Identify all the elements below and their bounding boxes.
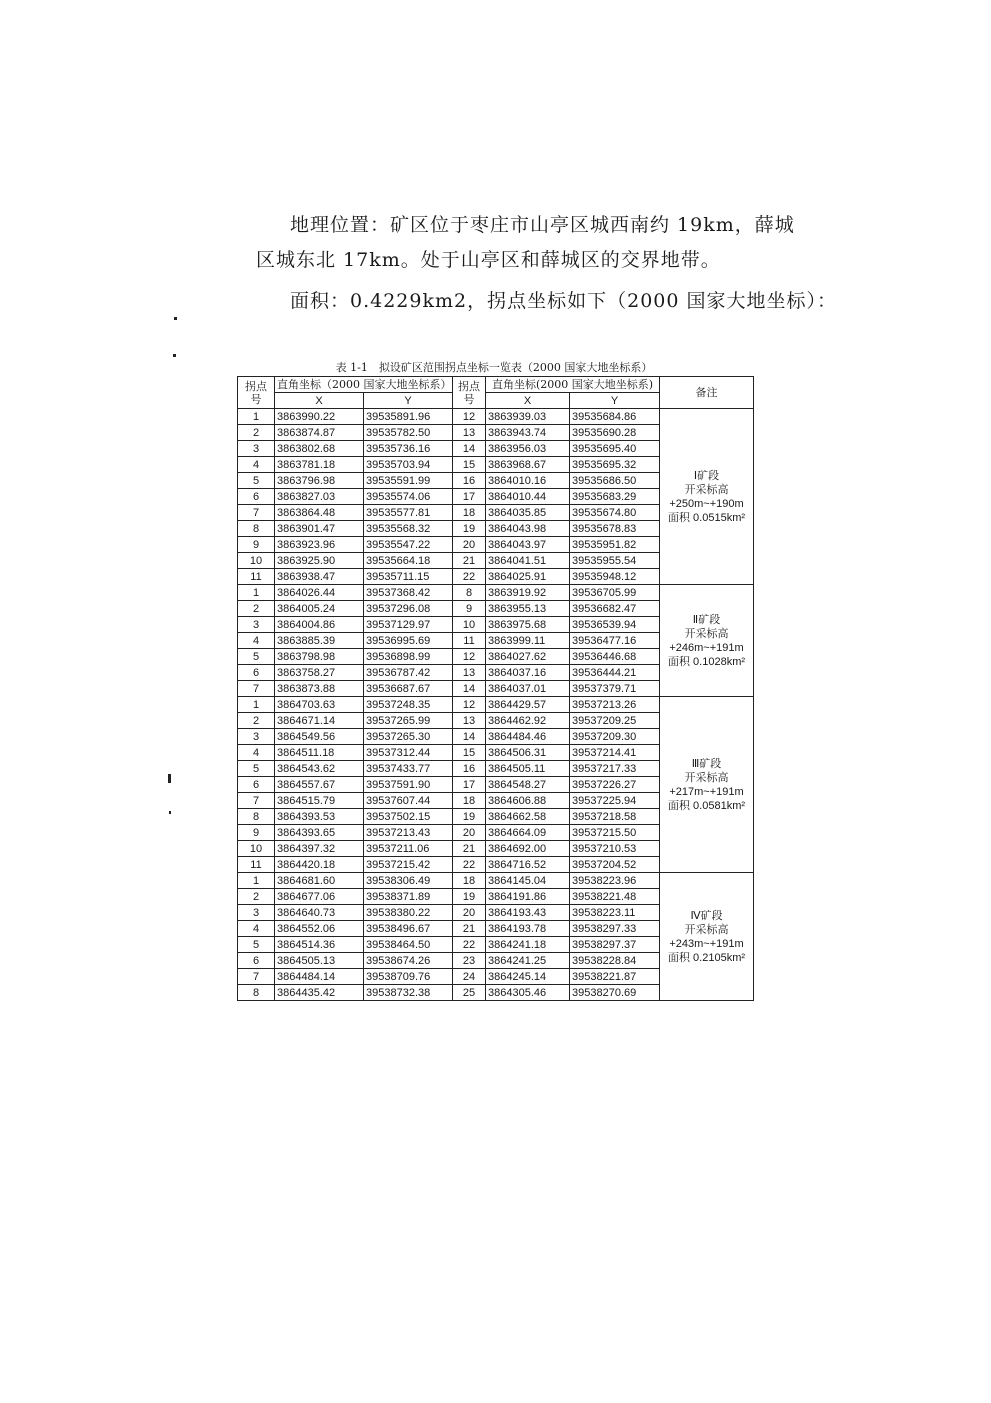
cell-y-1: 39536898.99 — [364, 649, 453, 665]
cell-y-2: 39535948.12 — [570, 569, 660, 585]
cell-point-no-2: 20 — [453, 905, 486, 921]
header-coord-group-2: 直角坐标(2000 国家大地坐标系) — [486, 377, 660, 393]
cell-y-2: 39538223.11 — [570, 905, 660, 921]
cell-x-2: 3864037.16 — [486, 665, 570, 681]
cell-y-1: 39537213.43 — [364, 825, 453, 841]
cell-point-no-2: 17 — [453, 777, 486, 793]
cell-x-1: 3864397.32 — [275, 841, 364, 857]
cell-x-2: 3864037.01 — [486, 681, 570, 697]
cell-x-1: 3863923.96 — [275, 537, 364, 553]
header-note: 备注 — [660, 377, 754, 409]
location-paragraph-line-2: 区城东北 17km。处于山亭区和薛城区的交界地带。 — [256, 249, 721, 271]
header-x-2: X — [486, 393, 570, 409]
cell-point-no-1: 11 — [238, 569, 275, 585]
cell-y-2: 39535686.50 — [570, 473, 660, 489]
scan-speck — [173, 354, 176, 357]
cell-x-2: 3864305.46 — [486, 985, 570, 1001]
cell-point-no-1: 4 — [238, 921, 275, 937]
cell-y-1: 39537312.44 — [364, 745, 453, 761]
cell-y-2: 39537226.27 — [570, 777, 660, 793]
table-row — [238, 697, 754, 713]
cell-y-2: 39538297.33 — [570, 921, 660, 937]
cell-y-1: 39535711.15 — [364, 569, 453, 585]
cell-y-1: 39535547.22 — [364, 537, 453, 553]
cell-y-2: 39538223.96 — [570, 873, 660, 889]
cell-y-1: 39537433.77 — [364, 761, 453, 777]
cell-x-1: 3864640.73 — [275, 905, 364, 921]
cell-point-no-2: 20 — [453, 537, 486, 553]
cell-y-1: 39537591.90 — [364, 777, 453, 793]
cell-y-2: 39537213.26 — [570, 697, 660, 713]
cell-x-2: 3864041.51 — [486, 553, 570, 569]
cell-x-1: 3863925.90 — [275, 553, 364, 569]
cell-y-1: 39536687.67 — [364, 681, 453, 697]
cell-x-1: 3864681.60 — [275, 873, 364, 889]
coordinates-table — [237, 376, 754, 1001]
cell-y-1: 39535577.81 — [364, 505, 453, 521]
cell-point-no-1: 2 — [238, 889, 275, 905]
cell-x-1: 3863938.47 — [275, 569, 364, 585]
cell-y-2: 39536446.68 — [570, 649, 660, 665]
cell-x-2: 3864191.86 — [486, 889, 570, 905]
cell-point-no-2: 19 — [453, 809, 486, 825]
cell-x-2: 3864193.43 — [486, 905, 570, 921]
cell-point-no-2: 22 — [453, 937, 486, 953]
cell-point-no-2: 14 — [453, 681, 486, 697]
section-note-line: +250m~+190m — [669, 497, 744, 510]
cell-y-2: 39537214.41 — [570, 745, 660, 761]
cell-point-no-2: 17 — [453, 489, 486, 505]
cell-point-no-2: 14 — [453, 441, 486, 457]
cell-point-no-1: 9 — [238, 537, 275, 553]
cell-point-no-2: 9 — [453, 601, 486, 617]
cell-y-2: 39535695.40 — [570, 441, 660, 457]
cell-y-2: 39538221.48 — [570, 889, 660, 905]
cell-point-no-1: 2 — [238, 713, 275, 729]
section-note — [660, 409, 754, 585]
scan-speck — [169, 811, 171, 814]
cell-y-1: 39538709.76 — [364, 969, 453, 985]
cell-x-1: 3864552.06 — [275, 921, 364, 937]
cell-x-2: 3863956.03 — [486, 441, 570, 457]
cell-y-1: 39538464.50 — [364, 937, 453, 953]
cell-x-2: 3864716.52 — [486, 857, 570, 873]
cell-point-no-1: 4 — [238, 633, 275, 649]
header-y-1: Y — [364, 393, 453, 409]
cell-point-no-1: 3 — [238, 441, 275, 457]
cell-y-1: 39537248.35 — [364, 697, 453, 713]
cell-y-1: 39537129.97 — [364, 617, 453, 633]
cell-point-no-1: 1 — [238, 873, 275, 889]
cell-y-1: 39537211.06 — [364, 841, 453, 857]
cell-point-no-2: 8 — [453, 585, 486, 601]
cell-point-no-2: 22 — [453, 569, 486, 585]
cell-point-no-1: 2 — [238, 601, 275, 617]
cell-y-1: 39535568.32 — [364, 521, 453, 537]
cell-x-1: 3864435.42 — [275, 985, 364, 1001]
section-note-line: +243m~+191m — [669, 937, 744, 950]
header-point-no-1: 拐点号 — [238, 377, 275, 409]
cell-x-2: 3864145.04 — [486, 873, 570, 889]
section-note — [660, 873, 754, 1001]
cell-y-1: 39535574.06 — [364, 489, 453, 505]
cell-y-1: 39535703.94 — [364, 457, 453, 473]
cell-x-1: 3863874.87 — [275, 425, 364, 441]
cell-y-2: 39536477.16 — [570, 633, 660, 649]
cell-y-2: 39537215.50 — [570, 825, 660, 841]
cell-y-1: 39535891.96 — [364, 409, 453, 425]
cell-x-1: 3864004.86 — [275, 617, 364, 633]
cell-x-1: 3863758.27 — [275, 665, 364, 681]
cell-y-2: 39537209.30 — [570, 729, 660, 745]
cell-point-no-1: 8 — [238, 521, 275, 537]
cell-y-2: 39535690.28 — [570, 425, 660, 441]
cell-y-1: 39535591.99 — [364, 473, 453, 489]
cell-x-2: 3864241.18 — [486, 937, 570, 953]
cell-point-no-1: 10 — [238, 553, 275, 569]
cell-point-no-1: 7 — [238, 681, 275, 697]
cell-point-no-1: 7 — [238, 793, 275, 809]
cell-x-1: 3864393.53 — [275, 809, 364, 825]
cell-point-no-2: 13 — [453, 665, 486, 681]
cell-x-1: 3863885.39 — [275, 633, 364, 649]
cell-x-2: 3863919.92 — [486, 585, 570, 601]
cell-point-no-2: 18 — [453, 505, 486, 521]
cell-point-no-1: 1 — [238, 585, 275, 601]
cell-y-2: 39537217.33 — [570, 761, 660, 777]
cell-point-no-2: 18 — [453, 873, 486, 889]
cell-y-2: 39538297.37 — [570, 937, 660, 953]
cell-point-no-1: 6 — [238, 777, 275, 793]
cell-x-1: 3864671.14 — [275, 713, 364, 729]
cell-y-2: 39535951.82 — [570, 537, 660, 553]
cell-x-1: 3864557.67 — [275, 777, 364, 793]
cell-y-1: 39535782.50 — [364, 425, 453, 441]
cell-x-2: 3863939.03 — [486, 409, 570, 425]
cell-x-1: 3863901.47 — [275, 521, 364, 537]
cell-point-no-2: 25 — [453, 985, 486, 1001]
cell-x-2: 3864043.97 — [486, 537, 570, 553]
cell-point-no-1: 6 — [238, 665, 275, 681]
cell-point-no-1: 9 — [238, 825, 275, 841]
section-note-line: 面积 0.2105km² — [668, 951, 746, 964]
cell-x-2: 3864462.92 — [486, 713, 570, 729]
cell-x-2: 3863943.74 — [486, 425, 570, 441]
cell-y-2: 39537209.25 — [570, 713, 660, 729]
cell-point-no-1: 2 — [238, 425, 275, 441]
cell-point-no-1: 11 — [238, 857, 275, 873]
cell-point-no-1: 8 — [238, 985, 275, 1001]
cell-y-2: 39535955.54 — [570, 553, 660, 569]
cell-point-no-2: 21 — [453, 841, 486, 857]
cell-x-2: 3864010.16 — [486, 473, 570, 489]
cell-x-1: 3863827.03 — [275, 489, 364, 505]
cell-x-2: 3864606.88 — [486, 793, 570, 809]
header-coord-group-1: 直角坐标（2000 国家大地坐标系） — [275, 377, 453, 393]
cell-x-2: 3864548.27 — [486, 777, 570, 793]
table-row — [238, 409, 754, 425]
cell-y-2: 39535695.32 — [570, 457, 660, 473]
cell-x-2: 3864484.46 — [486, 729, 570, 745]
cell-point-no-2: 16 — [453, 761, 486, 777]
cell-x-1: 3864549.56 — [275, 729, 364, 745]
cell-x-2: 3863955.13 — [486, 601, 570, 617]
cell-x-2: 3863999.11 — [486, 633, 570, 649]
section-note-line: 开采标高 — [684, 483, 729, 496]
cell-x-2: 3864429.57 — [486, 697, 570, 713]
cell-point-no-2: 12 — [453, 697, 486, 713]
cell-y-2: 39537225.94 — [570, 793, 660, 809]
section-note-line: +246m~+191m — [669, 641, 744, 654]
cell-point-no-2: 19 — [453, 889, 486, 905]
cell-x-1: 3864393.65 — [275, 825, 364, 841]
cell-point-no-2: 15 — [453, 457, 486, 473]
cell-x-2: 3864241.25 — [486, 953, 570, 969]
cell-y-1: 39538674.26 — [364, 953, 453, 969]
cell-y-2: 39536682.47 — [570, 601, 660, 617]
cell-y-2: 39538270.69 — [570, 985, 660, 1001]
cell-x-2: 3864043.98 — [486, 521, 570, 537]
cell-x-2: 3863968.67 — [486, 457, 570, 473]
cell-point-no-2: 20 — [453, 825, 486, 841]
cell-y-2: 39537204.52 — [570, 857, 660, 873]
cell-x-1: 3864005.24 — [275, 601, 364, 617]
cell-x-2: 3864662.58 — [486, 809, 570, 825]
cell-point-no-2: 11 — [453, 633, 486, 649]
cell-x-2: 3864506.31 — [486, 745, 570, 761]
cell-point-no-1: 5 — [238, 937, 275, 953]
section-note — [660, 585, 754, 697]
cell-x-2: 3864010.44 — [486, 489, 570, 505]
cell-point-no-1: 7 — [238, 505, 275, 521]
cell-y-2: 39536444.21 — [570, 665, 660, 681]
header-x-1: X — [275, 393, 364, 409]
cell-x-1: 3864420.18 — [275, 857, 364, 873]
table-row — [238, 585, 754, 601]
cell-x-2: 3864035.85 — [486, 505, 570, 521]
cell-point-no-1: 5 — [238, 761, 275, 777]
cell-point-no-1: 4 — [238, 457, 275, 473]
section-note-line: Ⅱ矿段 — [692, 613, 721, 626]
section-note-line: Ⅰ矿段 — [693, 469, 720, 482]
cell-point-no-2: 13 — [453, 713, 486, 729]
cell-point-no-1: 3 — [238, 729, 275, 745]
cell-point-no-1: 3 — [238, 905, 275, 921]
section-note-line: 面积 0.0581km² — [668, 799, 746, 812]
cell-y-1: 39537368.42 — [364, 585, 453, 601]
cell-y-1: 39538380.22 — [364, 905, 453, 921]
cell-x-2: 3864027.62 — [486, 649, 570, 665]
cell-point-no-1: 1 — [238, 409, 275, 425]
cell-point-no-1: 6 — [238, 953, 275, 969]
section-note-line: 开采标高 — [684, 627, 729, 640]
cell-point-no-1: 6 — [238, 489, 275, 505]
cell-x-1: 3864511.18 — [275, 745, 364, 761]
cell-x-1: 3863990.22 — [275, 409, 364, 425]
cell-y-1: 39537265.99 — [364, 713, 453, 729]
cell-y-1: 39537215.42 — [364, 857, 453, 873]
cell-x-1: 3864677.06 — [275, 889, 364, 905]
area-paragraph: 面积：0.4229km2，拐点坐标如下（2000 国家大地坐标）： — [290, 290, 837, 312]
cell-point-no-2: 21 — [453, 553, 486, 569]
header-y-2: Y — [570, 393, 660, 409]
cell-x-1: 3864505.13 — [275, 953, 364, 969]
cell-x-1: 3864026.44 — [275, 585, 364, 601]
section-note-line: 开采标高 — [684, 923, 729, 936]
cell-y-2: 39535678.83 — [570, 521, 660, 537]
section-note-line: 面积 0.1028km² — [668, 655, 746, 668]
cell-x-1: 3864703.63 — [275, 697, 364, 713]
cell-x-1: 3864514.36 — [275, 937, 364, 953]
cell-point-no-2: 19 — [453, 521, 486, 537]
cell-point-no-2: 13 — [453, 425, 486, 441]
cell-y-1: 39535664.18 — [364, 553, 453, 569]
cell-y-1: 39538371.89 — [364, 889, 453, 905]
section-note — [660, 697, 754, 873]
cell-x-1: 3863796.98 — [275, 473, 364, 489]
cell-point-no-2: 21 — [453, 921, 486, 937]
cell-x-1: 3863873.88 — [275, 681, 364, 697]
cell-x-1: 3863781.18 — [275, 457, 364, 473]
section-note-line: Ⅲ矿段 — [691, 757, 722, 770]
cell-y-2: 39536705.99 — [570, 585, 660, 601]
cell-point-no-2: 14 — [453, 729, 486, 745]
section-note-line: +217m~+191m — [669, 785, 744, 798]
cell-x-1: 3864543.62 — [275, 761, 364, 777]
cell-x-1: 3863802.68 — [275, 441, 364, 457]
cell-x-2: 3864193.78 — [486, 921, 570, 937]
cell-y-2: 39537218.58 — [570, 809, 660, 825]
cell-point-no-2: 23 — [453, 953, 486, 969]
coordinates-table-body — [238, 409, 754, 1001]
cell-point-no-1: 1 — [238, 697, 275, 713]
cell-x-1: 3863798.98 — [275, 649, 364, 665]
cell-y-1: 39536787.42 — [364, 665, 453, 681]
table-caption: 表 1-1 拟设矿区范围拐点坐标一览表（2000 国家大地坐标系） — [335, 361, 653, 374]
cell-point-no-1: 7 — [238, 969, 275, 985]
cell-y-2: 39537210.53 — [570, 841, 660, 857]
cell-point-no-1: 10 — [238, 841, 275, 857]
scan-speck — [174, 317, 177, 320]
section-note-line: 面积 0.0515km² — [668, 511, 746, 524]
cell-point-no-2: 24 — [453, 969, 486, 985]
cell-y-2: 39535683.29 — [570, 489, 660, 505]
cell-y-2: 39536539.94 — [570, 617, 660, 633]
cell-point-no-1: 5 — [238, 473, 275, 489]
cell-x-1: 3864484.14 — [275, 969, 364, 985]
cell-y-2: 39537379.71 — [570, 681, 660, 697]
cell-y-2: 39535684.86 — [570, 409, 660, 425]
cell-y-2: 39538221.87 — [570, 969, 660, 985]
cell-y-1: 39538496.67 — [364, 921, 453, 937]
cell-x-2: 3864505.11 — [486, 761, 570, 777]
section-note-line: Ⅳ矿段 — [690, 909, 723, 922]
cell-y-1: 39537265.30 — [364, 729, 453, 745]
cell-point-no-1: 3 — [238, 617, 275, 633]
cell-point-no-1: 5 — [238, 649, 275, 665]
cell-y-2: 39538228.84 — [570, 953, 660, 969]
cell-point-no-1: 4 — [238, 745, 275, 761]
cell-point-no-2: 15 — [453, 745, 486, 761]
scan-speck — [168, 774, 171, 783]
cell-y-1: 39536995.69 — [364, 633, 453, 649]
location-paragraph-line-1: 地理位置：矿区位于枣庄市山亭区城西南约 19km，薛城 — [290, 214, 795, 236]
cell-y-1: 39537296.08 — [364, 601, 453, 617]
cell-x-2: 3864664.09 — [486, 825, 570, 841]
cell-point-no-1: 8 — [238, 809, 275, 825]
cell-point-no-2: 12 — [453, 649, 486, 665]
cell-y-1: 39538306.49 — [364, 873, 453, 889]
cell-point-no-2: 16 — [453, 473, 486, 489]
cell-point-no-2: 18 — [453, 793, 486, 809]
cell-point-no-2: 12 — [453, 409, 486, 425]
table-row — [238, 873, 754, 889]
header-point-no-2: 拐点号 — [453, 377, 486, 409]
cell-y-2: 39535674.80 — [570, 505, 660, 521]
cell-x-1: 3863864.48 — [275, 505, 364, 521]
section-note-line: 开采标高 — [684, 771, 729, 784]
cell-x-2: 3864245.14 — [486, 969, 570, 985]
cell-point-no-2: 22 — [453, 857, 486, 873]
cell-y-1: 39538732.38 — [364, 985, 453, 1001]
cell-x-2: 3863975.68 — [486, 617, 570, 633]
cell-x-1: 3864515.79 — [275, 793, 364, 809]
cell-y-1: 39535736.16 — [364, 441, 453, 457]
cell-x-2: 3864025.91 — [486, 569, 570, 585]
cell-x-2: 3864692.00 — [486, 841, 570, 857]
cell-y-1: 39537607.44 — [364, 793, 453, 809]
cell-y-1: 39537502.15 — [364, 809, 453, 825]
cell-point-no-2: 10 — [453, 617, 486, 633]
